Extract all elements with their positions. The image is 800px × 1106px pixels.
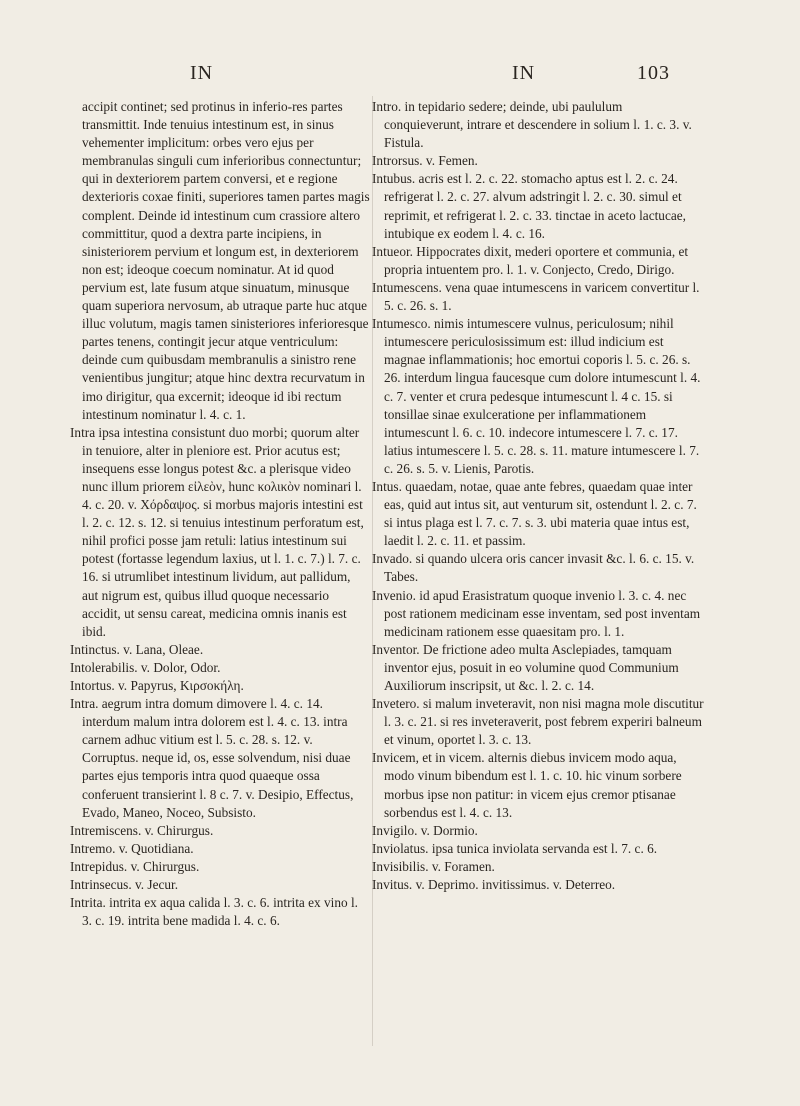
entry-text: Intrepidus. v. Chirurgus. [70, 858, 200, 874]
entry-text: Intueor. Hippocrates dixit, mederi oportere et communia, et propria intuentem pro. l. 1. v. Conjecto, Credo, Dirigo. [372, 243, 689, 277]
entry-text: Intubus. acris est l. 2. c. 22. stomacho aptus est l. 2. c. 24. refrigerat l. 2. c. 27. alvum adstringit l. 2. c. 30. simul et reprimit, et refrigerat l. 2. c. 33. tinctae in aceto lactucae, intubique ex eodem l. 4. c. 16. [372, 171, 686, 241]
entry-text: Intortus. v. Papyrus, Κιρσοκήλη. [70, 678, 244, 693]
entry-text: Intrita. intrita ex aqua calida l. 3. c. 6. intrita ex vino l. 3. c. 19. intrita bene madida l. 4. c. 6. [70, 895, 359, 929]
entry-text: Intolerabilis. v. Dolor, Odor. [70, 659, 221, 675]
page-number: 103 [637, 62, 670, 84]
entry-text: Inventor. De frictione adeo multa Asclepiades, tamquam inventor ejus, posuit in eo volumine quod Communium Auxiliorum inscripsit, ut &c. l. 2. c. 14. [372, 641, 679, 693]
entry-text: Invigilo. v. Dormio. [372, 822, 478, 838]
header-center-heading: IN [512, 62, 536, 84]
running-header [0, 62, 800, 92]
entry-text: Invetero. si malum inveteravit, non nisi magna mole discutitur l. 3. c. 21. si res inveteraverit, post febrem experiri balneum et vinum, oportet l. 3. c. 13. [372, 696, 704, 748]
entry-text: Invisibilis. v. Foramen. [372, 858, 495, 874]
entry-text: Intra ipsa intestina consistunt duo morbi; quorum alter in tenuiore, alter in pleniore est. Prior acutus est; insequens esse longus potest &c. a plerisque video nunc illum priorem εἰλεὸν, hunc κολικὸν nominari l. 4. c. 20. v. Χόρδαψος. si morbus majoris intestini est l. 2. c. 12. s. 12. si tenuius intestinum perforatum est, nihil profici posse jam retuli: latius intestinum sui potest (fortasse legendum laxius, ut l. 1. c. 7.) l. 7. c. 16. si utrumlibet intestinum lividum, aut pallidum, aut nigrum est, quibus illud quoque necessario accidit, ut sensu careat, medicina omnis inanis est ibid. [70, 424, 364, 639]
entry-text: Intremo. v. Quotidiana. [70, 840, 194, 856]
entry-text: Intra. aegrum intra domum dimovere l. 4. c. 14. interdum malum intra dolorem est l. 4. c. 13. intra carnem adhuc vitium est l. 5. c. 28. s. 12. v. Corruptus. neque id, os, esse solvendum, nisi duae partes ejus temporis intra quod quaeque ossa conferuent transierint l. 8 c. 7. v. Desipio, Effectus, Evado, Maneo, Noceo, Subsisto. [70, 696, 354, 820]
header-left-heading: IN [190, 62, 214, 84]
entry-text: Invenio. id apud Erasistratum quoque invenio l. 3. c. 4. nec post rationem medicinam esse inventam, sed post inventam medicinam rationem esse quaesitam pro. l. 1. [372, 587, 701, 639]
entry-text: Invado. si quando ulcera oris cancer invasit &c. l. 6. c. 15. v. Tabes. [372, 551, 695, 585]
left-column [70, 98, 370, 930]
entry-text: Intumescens. vena quae intumescens in varicem convertitur l. 5. c. 26. s. 1. [372, 279, 700, 314]
entry-text: Intumesco. nimis intumescere vulnus, periculosum; nihil intumescere periculosissimum est: illud indicium est magnae inflammationis; hoc emortui coporis l. 5. c. 26. s. 26. interdum lingua faucesque cum dolore intumescunt l. 4. c. 7. venter et crura pedesque intumescunt l. 4 c. 15. si tonsillae sinae exulceratione per inflammationem intumescunt l. 6. c. 10. indecore intumescere l. 7. c. 17. latius intumescere l. 5. c. 28. s. 11. mature intumescere l. 7. c. 26. s. 5. v. Lienis, Parotis. [372, 316, 701, 476]
right-column [372, 98, 704, 894]
entry-text: Intinctus. v. Lana, Oleae. [70, 641, 204, 657]
entry-text: Invicem, et in vicem. alternis diebus invicem modo aqua, modo vinum bibendum est l. 1. c. 10. hic vinum sorbere morbus ipse non patitur: in vicem ejus cremor ptisanae sorbendus est l. 4. c. 13. [372, 750, 682, 820]
entry-text: Invitus. v. Deprimo. invitissimus. v. Deterreo. [372, 877, 616, 893]
entry-text: Intremiscens. v. Chirurgus. [70, 822, 214, 838]
entry-text: accipit continet; sed protinus in inferio-res partes transmittit. Inde tenuius intestinum est, in sinus vehementer implicitum: orbes vero ejus per membranulas singuli cum inferioribus connectuntur; qui in dexteriorem partem conversi, et e regione dexterioris coxae finiti, superiores tamen partes magis complent. Deinde id intestinum cum crassiore altero committitur, quod a dextra parte incipiens, in sinisteriorem pervium et longum est, in dexteriorem non est; ideoque coecum nominatur. At id quod pervium est, late fusum atque sinuatum, minusque quam superiora nervosum, ab utraque parte huc atque illuc volutum, magis tamen sinisteriores inferioresque partes tenens, contingit jecur atque ventriculum: deinde cum quibusdam membranulis a sinistro rene venientibus jungitur; atque hinc dextra recurvatum in imo dirigitur, qua excernit; ideoque id ibi rectum intestinum nominatur l. 4. c. 1. [82, 99, 370, 422]
entry-text: Intus. quaedam, notae, quae ante febres, quaedam quae inter eas, quid aut intus sit, aut venturum sit, ostendunt l. 2. c. 7. si intus plaga est l. 7. c. 7. s. 3. ubi materia quae intus est, laedit l. 2. c. 11. et passim. [372, 478, 697, 549]
entry-text: Intro. in tepidario sedere; deinde, ubi paululum conquieverunt, intrare et descendere in solium l. 1. c. 3. v. Fistula. [372, 99, 692, 151]
entry-text: Introrsus. v. Femen. [372, 153, 478, 169]
entry-text: Intrinsecus. v. Jecur. [70, 877, 179, 893]
entry-text: Inviolatus. ipsa tunica inviolata servanda est l. 7. c. 6. [372, 840, 658, 856]
